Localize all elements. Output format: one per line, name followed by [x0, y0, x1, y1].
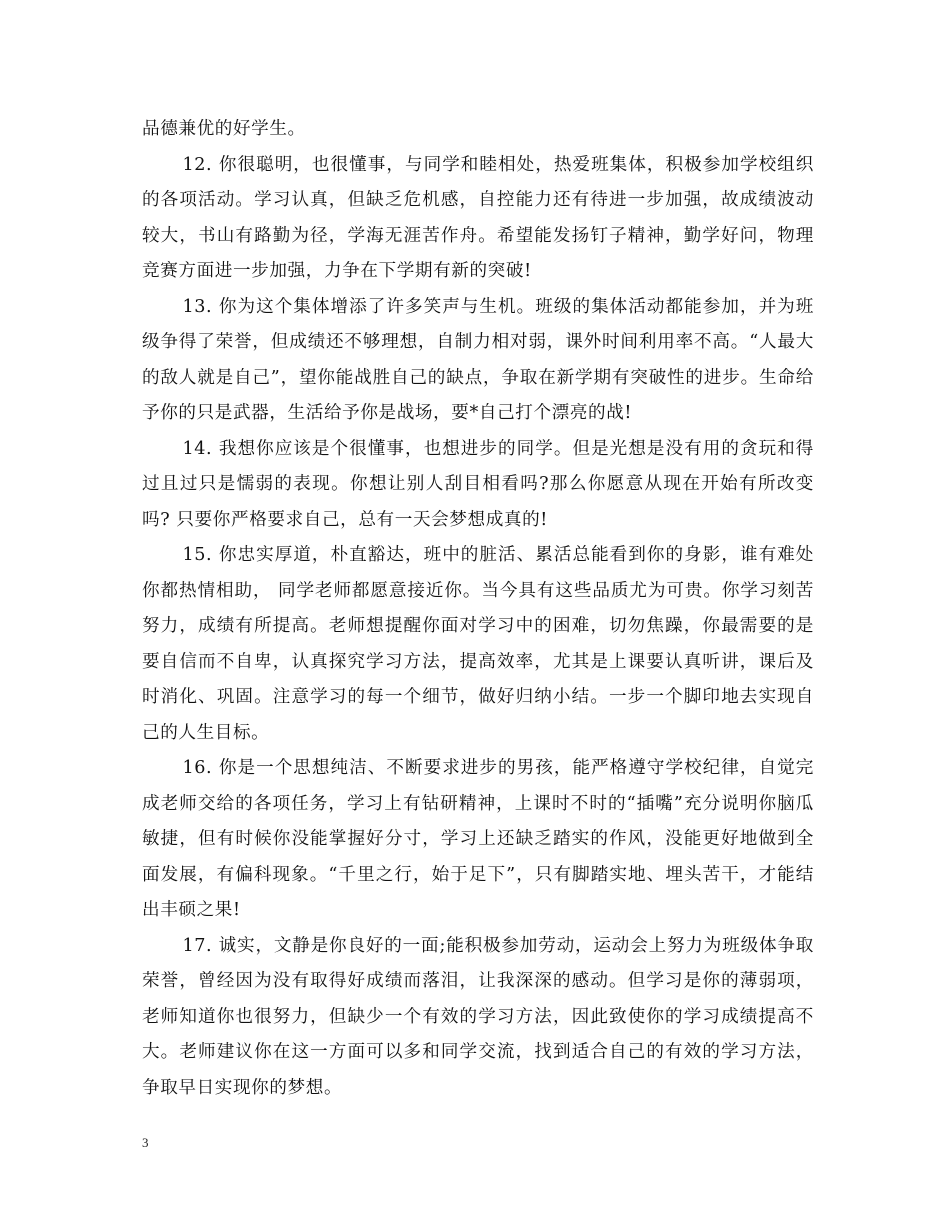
document-body	[142, 112, 814, 1106]
paragraph-comment-14: 14. 我想你应该是个很懂事，也想进步的同学。但是光想是没有用的贪玩和得过且过只是懦弱的表现。你想让别人刮目相看吗?那么你愿意从现在开始有所改变吗? 只要你严格要求自己，总有一天会梦想成真的!	[142, 438, 814, 530]
paragraph-comment-16: 16. 你是一个思想纯洁、不断要求进步的男孩，能严格遵守学校纪律，自觉完成老师交给的各项任务，学习上有钻研精神，上课时不时的“插嘴”充分说明你脑瓜敏捷，但有时候你没能掌握好分寸，学习上还缺乏踏实的作风，没能更好地做到全面发展，有偏科现象。“千里之行，始于足下”，只有脚踏实地、埋头苦干，才能结出丰硕之果!	[142, 758, 814, 920]
paragraph-continuation: 品德兼优的好学生。	[142, 119, 306, 139]
paragraph-comment-15: 15. 你忠实厚道，朴直豁达，班中的脏活、累活总能看到你的身影，谁有难处你都热情相助， 同学老师都愿意接近你。当今具有这些品质尤为可贵。你学习刻苦努力，成绩有所提高。老师想提醒你面对学习中的困难，切勿焦躁，你最需要的是要自信而不自卑，认真探究学习方法，提高效率，尤其是上课要认真听讲，课后及时消化、巩固。注意学习的每一个细节，做好归纳小结。一步一个脚印地去实现自己的人生目标。	[142, 545, 814, 743]
paragraph-comment-12: 12. 你很聪明，也很懂事，与同学和睦相处，热爱班集体，积极参加学校组织的各项活动。学习认真，但缺乏危机感，自控能力还有待进一步加强，故成绩波动较大，书山有路勤为径，学海无涯苦作舟。希望能发扬钉子精神，勤学好问，物理竞赛方面进一步加强，力争在下学期有新的突破!	[142, 154, 814, 281]
paragraph-comment-17: 17. 诚实，文静是你良好的一面;能积极参加劳动，运动会上努力为班级体争取荣誉，曾经因为没有取得好成绩而落泪，让我深深的感动。但学习是你的薄弱项，老师知道你也很努力，但缺少一个有效的学习方法，因此致使你的学习成绩提高不大。老师建议你在这一方面可以多和同学交流，找到适合自己的有效的学习方法，争取早日实现你的梦想。	[142, 935, 814, 1098]
page-number: 3	[142, 1135, 149, 1150]
paragraph-comment-13: 13. 你为这个集体增添了许多笑声与生机。班级的集体活动都能参加，并为班级争得了荣誉，但成绩还不够理想，自制力相对弱，课外时间利用率不高。“人最大的敌人就是自己”，望你能战胜自己的缺点，争取在新学期有突破性的进步。生命给予你的只是武器，生活给予你是战场，要*自己打个漂亮的战!	[142, 296, 814, 423]
